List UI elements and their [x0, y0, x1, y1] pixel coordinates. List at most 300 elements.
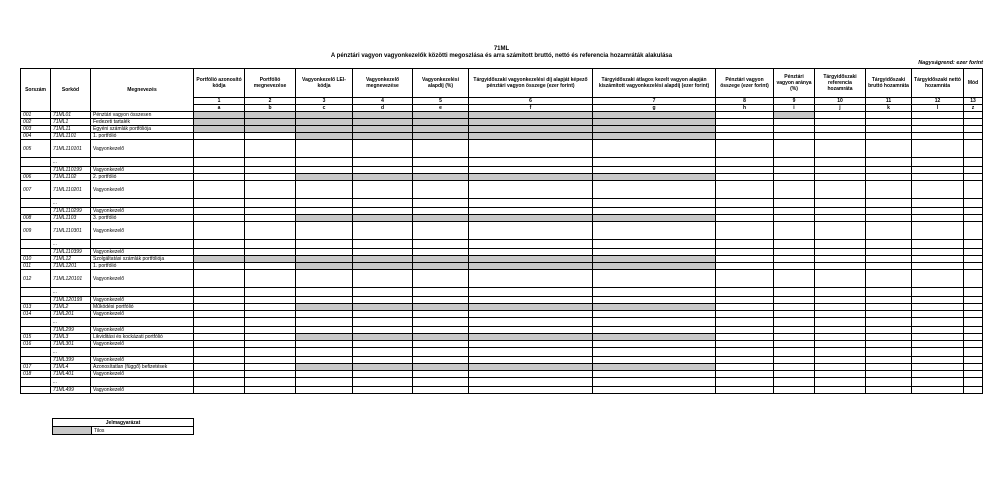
cell-value: [912, 341, 964, 348]
table-row: [21, 249, 983, 256]
cell-value: [774, 167, 815, 174]
cell-value: [964, 112, 983, 119]
cell-value: [296, 387, 353, 394]
column-header: Portfólió azonosító kódja: [194, 69, 245, 98]
cell-sorszam: 003: [21, 126, 51, 133]
cell-value: [866, 387, 912, 394]
cell-value: [964, 181, 983, 199]
cell-sorkod: 71ML1: [51, 119, 91, 126]
table-row: [21, 240, 983, 249]
cell-sorszam: 010: [21, 256, 51, 263]
cell-value: [912, 140, 964, 158]
table-row: [21, 364, 983, 371]
cell-value: [593, 174, 716, 181]
column-header: Portfólió megnevezése: [245, 69, 296, 98]
cell-value: [413, 222, 469, 240]
cell-value: [815, 311, 866, 318]
cell-value: [912, 199, 964, 208]
cell-value: [245, 341, 296, 348]
cell-value: [815, 263, 866, 270]
cell-megnevezes: Azonosítatlan (függő) befizetések: [91, 364, 194, 371]
cell-value: [413, 119, 469, 126]
cell-value: [353, 256, 413, 263]
cell-value: [912, 119, 964, 126]
cell-value: [593, 133, 716, 140]
cell-megnevezes: Vagyonkezelő: [91, 311, 194, 318]
cell-sorkod: ...: [51, 378, 91, 387]
cell-sorkod: 71ML299: [51, 327, 91, 334]
cell-value: [866, 208, 912, 215]
column-header: Megnevezés: [91, 69, 194, 112]
cell-value: [296, 181, 353, 199]
cell-value: [716, 222, 774, 240]
column-letter: f: [469, 105, 593, 112]
cell-value: [296, 378, 353, 387]
cell-value: [413, 256, 469, 263]
cell-value: [774, 364, 815, 371]
cell-sorkod: 71ML401: [51, 371, 91, 378]
cell-value: [815, 181, 866, 199]
cell-value: [593, 112, 716, 119]
cell-value: [593, 240, 716, 249]
column-letter: z: [964, 105, 983, 112]
unit-note: Nagyságrend: ezer forint: [918, 60, 983, 66]
cell-value: [593, 199, 716, 208]
cell-megnevezes: [91, 240, 194, 249]
cell-sorszam: 012: [21, 270, 51, 288]
cell-value: [774, 263, 815, 270]
cell-value: [815, 112, 866, 119]
cell-sorkod: 71ML01: [51, 112, 91, 119]
cell-value: [815, 288, 866, 297]
cell-value: [413, 126, 469, 133]
cell-value: [469, 140, 593, 158]
cell-value: [469, 304, 593, 311]
cell-value: [866, 334, 912, 341]
cell-value: [815, 249, 866, 256]
cell-sorkod: 71ML120199: [51, 297, 91, 304]
cell-sorkod: 71ML2: [51, 304, 91, 311]
cell-value: [815, 304, 866, 311]
column-header: Tárgyidőszaki vagyonkezelési díj alapját képező pénztári vagyon összege (ezer forint): [469, 69, 593, 98]
cell-value: [194, 208, 245, 215]
legend-title: Jelmagyarázat: [53, 419, 194, 427]
cell-value: [964, 270, 983, 288]
cell-value: [245, 215, 296, 222]
cell-value: [815, 240, 866, 249]
column-header: Vagyonkezelő LEI-kódja: [296, 69, 353, 98]
column-number: 3: [296, 98, 353, 105]
cell-value: [194, 222, 245, 240]
cell-value: [353, 240, 413, 249]
cell-value: [964, 199, 983, 208]
cell-value: [964, 357, 983, 364]
cell-value: [469, 357, 593, 364]
cell-value: [774, 126, 815, 133]
cell-value: [774, 304, 815, 311]
cell-value: [353, 222, 413, 240]
cell-value: [593, 208, 716, 215]
cell-value: [245, 304, 296, 311]
cell-sorszam: [21, 208, 51, 215]
cell-value: [245, 222, 296, 240]
cell-value: [296, 327, 353, 334]
cell-value: [912, 297, 964, 304]
cell-value: [774, 208, 815, 215]
cell-value: [866, 181, 912, 199]
cell-value: [469, 297, 593, 304]
cell-value: [716, 297, 774, 304]
cell-value: [353, 249, 413, 256]
cell-value: [815, 348, 866, 357]
cell-value: [593, 378, 716, 387]
cell-value: [774, 112, 815, 119]
table-row: [21, 348, 983, 357]
cell-megnevezes: Vagyonkezelő: [91, 222, 194, 240]
cell-value: [296, 249, 353, 256]
cell-value: [469, 256, 593, 263]
cell-value: [413, 263, 469, 270]
cell-value: [774, 288, 815, 297]
cell-value: [774, 318, 815, 327]
cell-value: [353, 318, 413, 327]
cell-value: [469, 126, 593, 133]
cell-value: [353, 119, 413, 126]
cell-megnevezes: 1. portfólió: [91, 263, 194, 270]
cell-value: [194, 387, 245, 394]
table-row: [21, 199, 983, 208]
column-header: Mód: [964, 69, 983, 98]
cell-value: [774, 256, 815, 263]
cell-value: [912, 318, 964, 327]
cell-value: [194, 311, 245, 318]
cell-value: [353, 327, 413, 334]
column-number: 6: [469, 98, 593, 105]
cell-value: [593, 181, 716, 199]
cell-value: [964, 215, 983, 222]
cell-sorszam: 007: [21, 181, 51, 199]
cell-value: [413, 297, 469, 304]
cell-value: [469, 334, 593, 341]
cell-sorszam: [21, 249, 51, 256]
table-row: [21, 387, 983, 394]
cell-megnevezes: [91, 378, 194, 387]
cell-value: [593, 270, 716, 288]
cell-value: [964, 387, 983, 394]
cell-value: [245, 158, 296, 167]
cell-value: [716, 199, 774, 208]
column-number: 7: [593, 98, 716, 105]
cell-value: [964, 304, 983, 311]
cell-value: [716, 371, 774, 378]
cell-value: [866, 167, 912, 174]
cell-value: [245, 126, 296, 133]
cell-value: [194, 327, 245, 334]
cell-value: [912, 364, 964, 371]
cell-value: [353, 334, 413, 341]
cell-value: [774, 240, 815, 249]
cell-value: [245, 334, 296, 341]
cell-value: [353, 297, 413, 304]
cell-megnevezes: 3. portfólió: [91, 215, 194, 222]
cell-value: [245, 327, 296, 334]
cell-value: [912, 327, 964, 334]
cell-value: [296, 364, 353, 371]
cell-value: [413, 215, 469, 222]
cell-megnevezes: Vagyonkezelő: [91, 341, 194, 348]
cell-value: [194, 357, 245, 364]
cell-value: [469, 249, 593, 256]
cell-value: [245, 387, 296, 394]
cell-megnevezes: [91, 318, 194, 327]
cell-value: [469, 174, 593, 181]
cell-sorkod: 71ML1201: [51, 263, 91, 270]
cell-value: [593, 311, 716, 318]
cell-value: [296, 215, 353, 222]
cell-value: [866, 270, 912, 288]
cell-value: [815, 371, 866, 378]
cell-value: [245, 199, 296, 208]
cell-value: [593, 297, 716, 304]
cell-sorszam: 018: [21, 371, 51, 378]
cell-value: [716, 133, 774, 140]
cell-megnevezes: [91, 158, 194, 167]
column-number: 12: [912, 98, 964, 105]
cell-value: [866, 378, 912, 387]
cell-value: [716, 208, 774, 215]
cell-sorkod: 71ML399: [51, 357, 91, 364]
cell-value: [964, 249, 983, 256]
cell-value: [964, 158, 983, 167]
cell-value: [296, 126, 353, 133]
table-row: [21, 334, 983, 341]
cell-value: [912, 256, 964, 263]
cell-value: [716, 348, 774, 357]
cell-value: [866, 256, 912, 263]
cell-value: [964, 364, 983, 371]
cell-value: [815, 297, 866, 304]
cell-value: [866, 199, 912, 208]
column-letter: b: [245, 105, 296, 112]
cell-value: [912, 371, 964, 378]
cell-value: [774, 158, 815, 167]
cell-value: [866, 304, 912, 311]
cell-value: [964, 311, 983, 318]
cell-value: [912, 387, 964, 394]
table-row: [21, 112, 983, 119]
cell-value: [296, 133, 353, 140]
cell-value: [774, 215, 815, 222]
cell-value: [469, 263, 593, 270]
cell-value: [194, 304, 245, 311]
cell-value: [469, 371, 593, 378]
cell-value: [964, 263, 983, 270]
cell-value: [912, 357, 964, 364]
cell-value: [296, 348, 353, 357]
cell-value: [866, 311, 912, 318]
cell-value: [593, 371, 716, 378]
cell-value: [413, 112, 469, 119]
cell-value: [194, 133, 245, 140]
cell-value: [716, 378, 774, 387]
cell-sorszam: 002: [21, 119, 51, 126]
cell-sorszam: [21, 327, 51, 334]
cell-value: [593, 387, 716, 394]
cell-value: [413, 304, 469, 311]
cell-value: [815, 215, 866, 222]
cell-value: [413, 249, 469, 256]
cell-value: [866, 158, 912, 167]
cell-megnevezes: Vagyonkezelő: [91, 167, 194, 174]
cell-value: [716, 341, 774, 348]
cell-megnevezes: [91, 288, 194, 297]
cell-sorkod: ...: [51, 318, 91, 327]
cell-value: [815, 270, 866, 288]
cell-value: [716, 240, 774, 249]
cell-value: [912, 288, 964, 297]
cell-value: [964, 140, 983, 158]
cell-value: [593, 334, 716, 341]
cell-value: [774, 140, 815, 158]
cell-value: [593, 318, 716, 327]
table-row: [21, 167, 983, 174]
cell-megnevezes: Pénztári vagyon összesen: [91, 112, 194, 119]
cell-sorszam: 017: [21, 364, 51, 371]
cell-value: [866, 222, 912, 240]
cell-value: [413, 371, 469, 378]
cell-megnevezes: Vagyonkezelő: [91, 208, 194, 215]
cell-value: [866, 119, 912, 126]
table-row: [21, 208, 983, 215]
cell-value: [245, 270, 296, 288]
cell-value: [866, 249, 912, 256]
cell-value: [774, 341, 815, 348]
cell-value: [964, 174, 983, 181]
cell-value: [964, 256, 983, 263]
cell-value: [964, 133, 983, 140]
cell-value: [296, 357, 353, 364]
cell-value: [296, 371, 353, 378]
cell-value: [912, 378, 964, 387]
cell-value: [912, 334, 964, 341]
cell-value: [912, 222, 964, 240]
cell-megnevezes: Vagyonkezelő: [91, 140, 194, 158]
cell-value: [912, 126, 964, 133]
cell-value: [815, 318, 866, 327]
cell-value: [245, 378, 296, 387]
cell-value: [353, 140, 413, 158]
cell-value: [469, 133, 593, 140]
cell-sorkod: 71ML1103: [51, 215, 91, 222]
cell-value: [866, 140, 912, 158]
cell-megnevezes: Vagyonkezelő: [91, 297, 194, 304]
table-row: [21, 304, 983, 311]
cell-value: [866, 318, 912, 327]
column-header: Vagyonkezelési alapdíj (%): [413, 69, 469, 98]
cell-value: [469, 199, 593, 208]
cell-value: [866, 240, 912, 249]
cell-value: [413, 387, 469, 394]
cell-value: [353, 126, 413, 133]
cell-sorszam: 014: [21, 311, 51, 318]
cell-value: [593, 222, 716, 240]
cell-value: [353, 341, 413, 348]
cell-value: [353, 158, 413, 167]
cell-value: [469, 112, 593, 119]
table-row: [21, 318, 983, 327]
cell-value: [593, 140, 716, 158]
cell-value: [413, 208, 469, 215]
cell-value: [296, 158, 353, 167]
table-row: [21, 140, 983, 158]
cell-value: [353, 371, 413, 378]
cell-value: [716, 304, 774, 311]
cell-value: [413, 181, 469, 199]
column-header: Sorkód: [51, 69, 91, 112]
cell-megnevezes: Vagyonkezelő: [91, 181, 194, 199]
table-row: [21, 297, 983, 304]
cell-sorkod: 71ML499: [51, 387, 91, 394]
column-number: 2: [245, 98, 296, 105]
cell-value: [353, 199, 413, 208]
cell-sorszam: [21, 348, 51, 357]
cell-value: [194, 158, 245, 167]
cell-value: [912, 240, 964, 249]
cell-value: [245, 256, 296, 263]
cell-value: [353, 270, 413, 288]
cell-value: [413, 378, 469, 387]
cell-value: [469, 240, 593, 249]
cell-value: [716, 140, 774, 158]
cell-value: [194, 297, 245, 304]
cell-value: [815, 126, 866, 133]
cell-value: [964, 334, 983, 341]
column-header: Tárgyidőszaki átlagos kezelt vagyon alapján kiszámított vagyonkezelési alapdíj (ezer forint): [593, 69, 716, 98]
cell-value: [296, 199, 353, 208]
cell-value: [469, 215, 593, 222]
cell-value: [194, 334, 245, 341]
cell-value: [194, 270, 245, 288]
cell-value: [866, 327, 912, 334]
cell-value: [353, 304, 413, 311]
cell-value: [469, 270, 593, 288]
cell-value: [353, 357, 413, 364]
column-header: Pénztári vagyon aránya (%): [774, 69, 815, 98]
cell-sorkod: 71ML110101: [51, 140, 91, 158]
cell-value: [866, 126, 912, 133]
cell-value: [469, 341, 593, 348]
cell-value: [593, 119, 716, 126]
cell-sorkod: 71ML4: [51, 364, 91, 371]
cell-sorszam: [21, 297, 51, 304]
cell-value: [912, 167, 964, 174]
cell-value: [469, 167, 593, 174]
cell-value: [964, 371, 983, 378]
table-row: [21, 357, 983, 364]
cell-value: [194, 378, 245, 387]
cell-value: [774, 348, 815, 357]
cell-value: [774, 378, 815, 387]
cell-value: [964, 208, 983, 215]
cell-value: [716, 215, 774, 222]
cell-value: [413, 240, 469, 249]
column-letter: g: [593, 105, 716, 112]
cell-value: [413, 327, 469, 334]
cell-value: [815, 387, 866, 394]
cell-value: [912, 311, 964, 318]
cell-value: [774, 174, 815, 181]
cell-value: [245, 181, 296, 199]
